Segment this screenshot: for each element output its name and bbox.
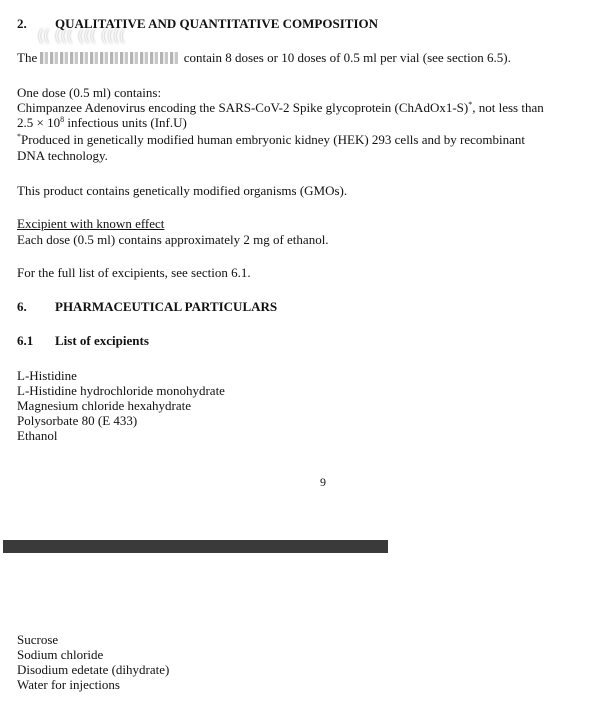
page-number: 9 [320,475,326,489]
dose-line-2-sup: 8 [60,115,65,124]
excipient-list-page-2 [17,632,169,692]
subsection-6-1-heading [17,333,149,348]
list-item: Water for injections [17,677,120,692]
excipient-known-effect-text: Each dose (0.5 ml) contains approximately 2 mg of ethanol. [17,232,329,247]
list-item: Polysorbate 80 (E 433) [17,413,138,428]
section-6-number: 6. [17,299,27,314]
section-2-title: QUALITATIVE AND QUANTITATIVE COMPOSITION [55,16,379,31]
intro-rest: contain 8 doses or 10 doses of 0.5 ml per vial (see section 6.5). [183,50,511,65]
section-6-title: PHARMACEUTICAL PARTICULARS [55,299,278,314]
watermark-overlay: (( ((( ((( (((( [38,27,126,44]
dose-line-1-end: , not less than [472,100,544,115]
section-6-heading [17,299,277,314]
full-list-reference: For the full list of excipients, see section 6.1. [17,265,251,280]
intro-start: The [17,50,38,65]
footnote-text-1: Produced in genetically modified human embryonic kidney (HEK) 293 cells and by recombinant [21,132,525,147]
list-item: Ethanol [17,428,58,443]
section-2-number: 2. [17,16,27,31]
excipient-list-page-1 [17,368,225,443]
section-2-heading [17,16,378,31]
dose-heading: One dose (0.5 ml) contains: [17,85,162,100]
dose-line-2-pre: 2.5 × 10 [17,115,61,130]
obscured-text [40,52,180,64]
footnote-mark: * [17,132,21,141]
subsection-title: List of excipients [55,333,149,348]
dose-line-2-post: infectious units (Inf.U) [64,115,187,130]
gmo-statement: This product contains genetically modified organisms (GMOs). [17,183,348,198]
footnote-line-2: DNA technology. [17,148,108,163]
footnote-line-1 [17,132,525,147]
dose-line-2 [17,115,187,130]
list-item: L-Histidine hydrochloride monohydrate [17,383,225,398]
dose-line-1-sup: * [468,100,473,109]
subsection-number: 6.1 [17,333,34,348]
list-item: Disodium edetate (dihydrate) [17,662,170,677]
excipient-known-effect-heading: Excipient with known effect [17,216,165,231]
dose-line-1-text: Chimpanzee Adenovirus encoding the SARS-CoV-2 Spike glycoprotein (ChAdOx1-S) [17,100,469,115]
list-item: Sucrose [17,632,59,647]
page-break-divider [3,540,388,553]
list-item: L-Histidine [17,368,77,383]
list-item: Magnesium chloride hexahydrate [17,398,191,413]
list-item: Sodium chloride [17,647,104,662]
intro-line [17,50,511,65]
dose-line-1 [17,100,544,115]
